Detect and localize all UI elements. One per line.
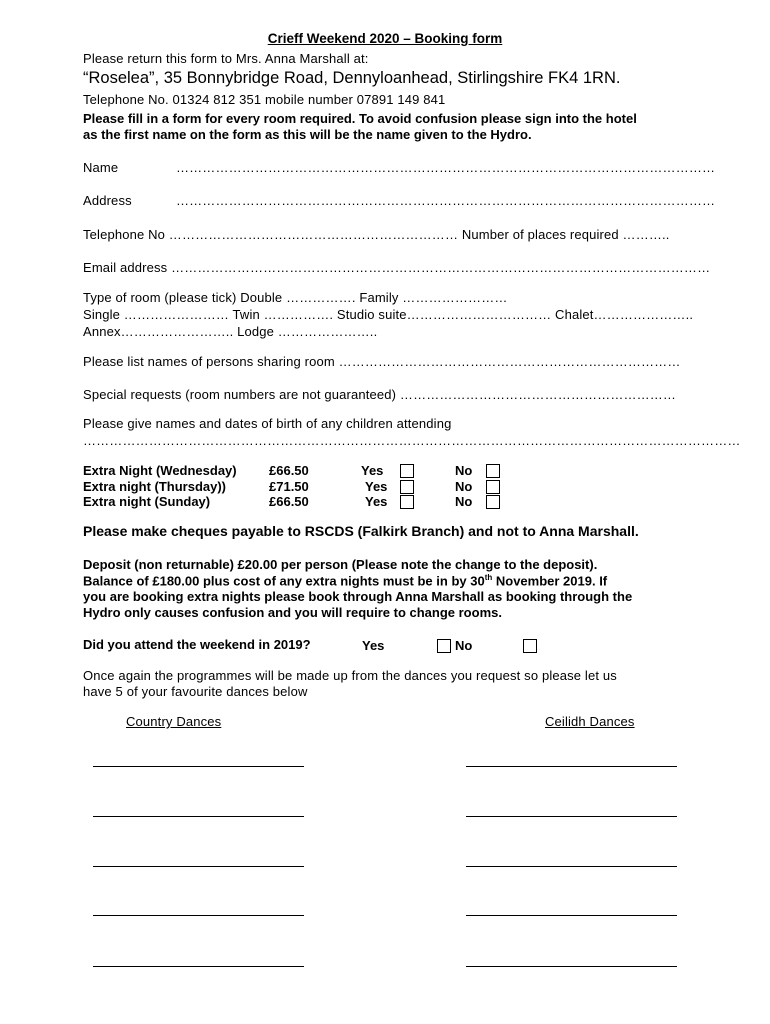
yes-checkbox[interactable] [400, 464, 414, 478]
attend-yes-checkbox[interactable] [437, 639, 451, 653]
deposit-line-1: Deposit (non returnable) £20.00 per person (Please note the change to the deposit). [83, 557, 598, 572]
postal-address: “Roselea”, 35 Bonnybridge Road, Dennyloanhead, Stirlingshire FK4 1RN. [83, 69, 621, 87]
children-field[interactable]: …………………………………………………………………………………………………………………………………… [83, 433, 741, 448]
telephone-and-places-field[interactable]: Telephone No ………………………………………………………… Number of places required ……….. [83, 227, 670, 242]
country-dance-entry-line[interactable] [93, 915, 304, 916]
email-field[interactable]: Email address …………………………………………………………………………………………………………… [83, 260, 711, 275]
extra-night-price: £66.50 [269, 463, 309, 478]
programme-line-2: have 5 of your favourite dances below [83, 684, 308, 699]
sharing-names-field[interactable]: Please list names of persons sharing room …………………………………………………………………… [83, 354, 681, 369]
cheques-note: Please make cheques payable to RSCDS (Falkirk Branch) and not to Anna Marshall. [83, 523, 639, 539]
return-instruction: Please return this form to Mrs. Anna Marshall at: [83, 51, 369, 66]
instruction-line-1: Please fill in a form for every room required. To avoid confusion please sign into the hotel [83, 111, 637, 126]
country-dance-entry-line[interactable] [93, 816, 304, 817]
deposit-line-2-superscript: th [484, 573, 493, 582]
ceilidh-dance-entry-line[interactable] [466, 915, 677, 916]
country-dances-heading: Country Dances [126, 714, 222, 729]
room-type-line-1[interactable]: Type of room (please tick) Double ……………. Family …………………… [83, 290, 508, 305]
no-label: No [455, 494, 473, 509]
extra-night-price: £71.50 [269, 479, 309, 494]
deposit-line-2 [83, 573, 607, 588]
country-dance-entry-line[interactable] [93, 966, 304, 967]
ceilidh-dance-entry-line[interactable] [466, 966, 677, 967]
extra-night-label: Extra Night (Wednesday) [83, 463, 237, 478]
country-dance-entry-line[interactable] [93, 866, 304, 867]
children-label: Please give names and dates of birth of any children attending [83, 416, 452, 431]
name-label: Name [83, 160, 119, 175]
ceilidh-dance-entry-line[interactable] [466, 766, 677, 767]
form-title: Crieff Weekend 2020 – Booking form [267, 31, 503, 46]
no-label: No [455, 463, 473, 478]
room-type-line-3[interactable]: Annex…………………….. Lodge ………………….. [83, 324, 378, 339]
deposit-line-4: Hydro only causes confusion and you will require to change rooms. [83, 605, 502, 620]
no-label: No [455, 479, 473, 494]
no-checkbox[interactable] [486, 480, 500, 494]
extra-night-label: Extra night (Sunday) [83, 494, 211, 509]
attend-question: Did you attend the weekend in 2019? [83, 637, 311, 652]
no-checkbox[interactable] [486, 495, 500, 509]
telephone-line: Telephone No. 01324 812 351 mobile number 07891 149 841 [83, 92, 446, 107]
no-checkbox[interactable] [486, 464, 500, 478]
yes-label: Yes [365, 494, 388, 509]
yes-label: Yes [361, 463, 384, 478]
yes-label: Yes [365, 479, 388, 494]
ceilidh-dances-heading: Ceilidh Dances [545, 714, 635, 729]
programme-line-1: Once again the programmes will be made up from the dances you request so please let us [83, 668, 617, 683]
ceilidh-dance-entry-line[interactable] [466, 816, 677, 817]
ceilidh-dance-entry-line[interactable] [466, 866, 677, 867]
special-requests-field[interactable]: Special requests (room numbers are not guaranteed) ……………………………………………………… [83, 387, 677, 402]
address-field[interactable]: …………………………………………………………………………………………………………… [176, 193, 716, 208]
address-label: Address [83, 193, 132, 208]
extra-night-price: £66.50 [269, 494, 309, 509]
attend-no-label: No [455, 638, 473, 653]
room-type-line-2[interactable]: Single …………………… Twin ……………. Studio suite…………………………… Chalet………………….. [83, 307, 694, 322]
extra-night-label: Extra night (Thursday)) [83, 479, 227, 494]
instruction-line-2: as the first name on the form as this will be the name given to the Hydro. [83, 127, 532, 142]
deposit-line-2-end: November 2019. If [492, 573, 608, 589]
deposit-line-3: you are booking extra nights please book through Anna Marshall as booking through the [83, 589, 633, 604]
deposit-line-2-text: Balance of £180.00 plus cost of any extra nights must be in by 30 [83, 573, 485, 589]
yes-checkbox[interactable] [400, 495, 414, 509]
attend-no-checkbox[interactable] [523, 639, 537, 653]
country-dance-entry-line[interactable] [93, 766, 304, 767]
yes-checkbox[interactable] [400, 480, 414, 494]
attend-yes-label: Yes [362, 638, 385, 653]
name-field[interactable]: …………………………………………………………………………………………………………… [176, 160, 716, 175]
